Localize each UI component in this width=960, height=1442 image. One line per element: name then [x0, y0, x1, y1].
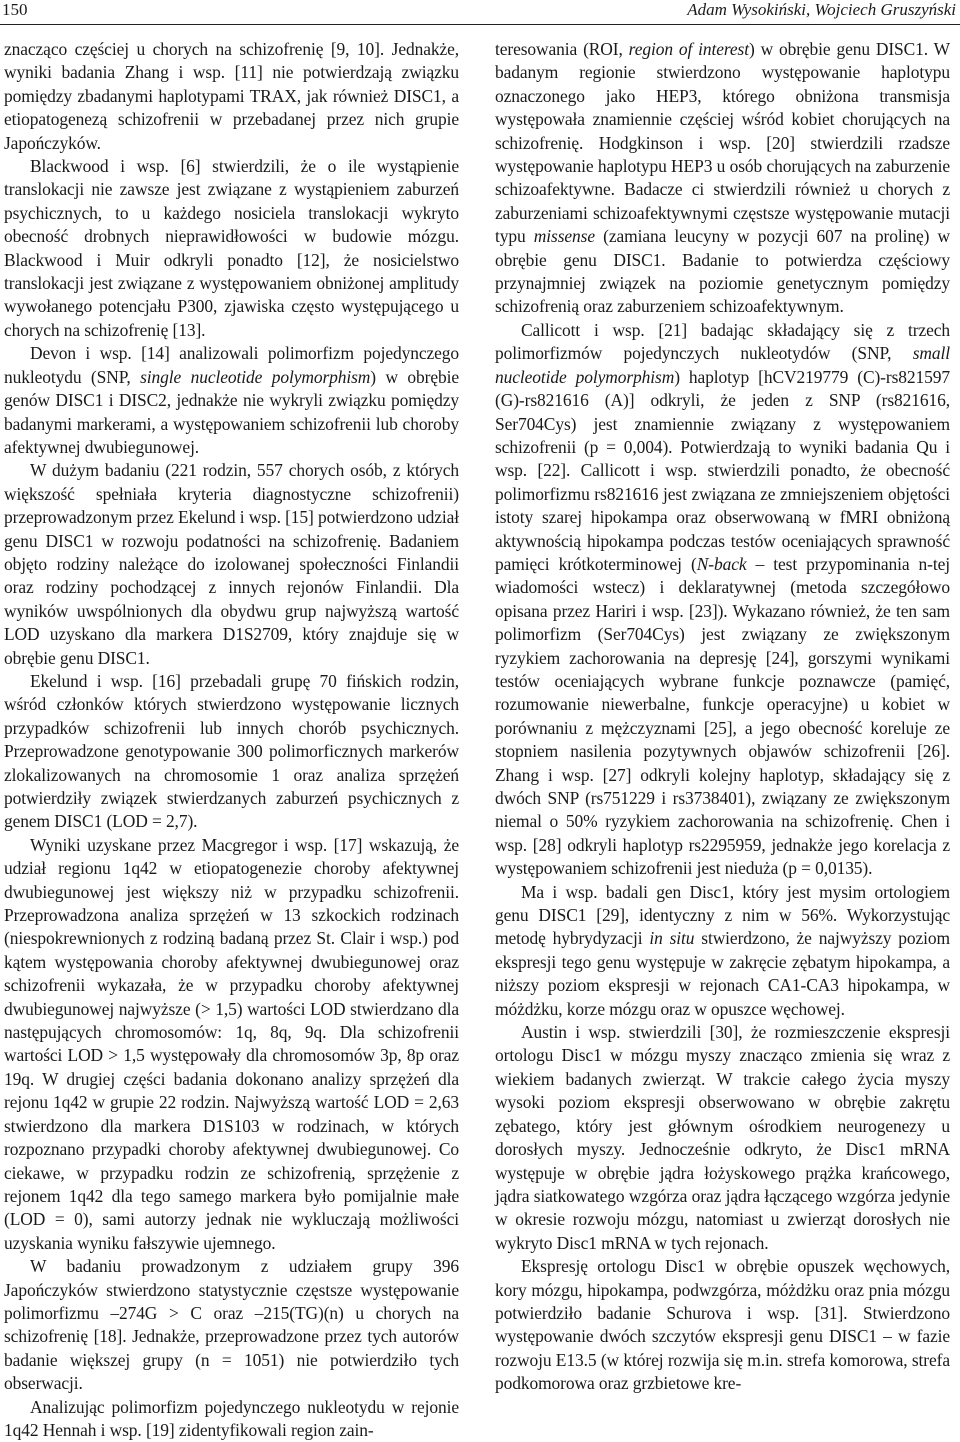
text-run: ) haplotyp [hCV219779 (C)-rs821597 (G)-rs821616 (A)] odkryli, że jeden z SNP (rs821616, Ser704Cys) jest znamiennie związany z występowaniem schizofrenii (p = 0,004). Potwierdzają to wyniki badania Qu i wsp. [22]. Callicott i wsp. stwierdzili ponadto, że obecność polimorfizmu rs821616 jest związana ze zmniejszeniem objętości istoty szarej hipokampa oraz obserwowaną w fMRI obniżoną aktywnością hipokampa podczas testów oceniających sprawność pamięci krótkoterminowej ( [495, 366, 950, 574]
running-head-authors: Adam Wysokiński, Wojciech Gruszyński [687, 0, 956, 19]
paragraph [495, 38, 950, 319]
text-run: teresowania (ROI, [495, 39, 629, 59]
text-run: stwierdzono, że najwyższy poziom ekspresji tego genu występuje w zakręcie zębatym hipokampa, a niższy poziom ekspresji w rejonach CA1-CA3 hipokampa, w móżdżku, korze mózgu oraz w opuszce węchowej. [495, 928, 950, 1019]
text-run: ) w obrębie genów DISC1 i DISC2, jednakże nie wykryli związku pomiędzy badanymi markerami, a występowaniem schizofrenii lub choroby afektywnej dwubiegunowej. [4, 366, 460, 457]
right-column [495, 38, 950, 1396]
paragraph [495, 1021, 950, 1255]
paragraph [4, 342, 459, 459]
paragraph [4, 670, 459, 834]
paragraph [495, 881, 950, 1021]
page-number: 150 [2, 0, 28, 19]
left-column [4, 38, 459, 1442]
paragraph [4, 155, 459, 342]
page-header [0, 0, 960, 25]
text-run: Blackwood i wsp. [6] stwierdzili, że o ile wystąpienie translokacji nie zawsze jest związane z wystąpieniem zaburzeń psychicznych, to u każdego nosiciela translokacji wykryto obecność drobnych nieprawidłowości w budowie mózgu. Blackwood i Muir odkryli ponadto [12], że nosicielstwo translokacji jest związane z występowaniem obniżonej amplitudy wywołanego potencjału P300, zjawiska często występującego u chorych na schizofrenię [13]. [4, 156, 459, 340]
paragraph [495, 319, 950, 881]
text-run: Devon i wsp. [14] analizowali polimorfizm pojedynczego nukleotydu (SNP, [4, 343, 459, 387]
paragraph [4, 459, 459, 670]
text-run: Ekelund i wsp. [16] przebadali grupę 70 fińskich rodzin, wśród członków których stwierdzono występowanie licznych przypadków schizofrenii lub innych chorób psychicznych. Przeprowadzone genotypowanie 300 polimorficznych markerów zlokalizowanych na chromosomie 1 oraz analiza sprzężeń potwierdziły związek stwierdzanych zaburzeń psychicznych z genem DISC1 (LOD = 2,7). [4, 670, 459, 832]
text-run: (zamiana leucyny w pozycji 607 na prolinę) w obrębie genu DISC1. Badanie to potwierdza częściowy przynajmniej związek na poziomie genetycznym pomiędzy schizofrenią oraz zaburzeniem schizoafektywnym. [495, 226, 950, 317]
text-run: – test przypominania n-tej wiadomości wstecz) i deklaratywnej (metoda szczegółowo opisana przez Hariri i wsp. [23]). Wykazano również, że ten sam polimorfizm (Ser704Cys) jest związany ze zwiększonym ryzykiem zachorowania na depresję [24], gorszymi wynikami testów oceniających wybrane funkcje poznawcze (pamięć, rozumowanie niewerbalne, funkcje operacyjne) u kobiet w porównaniu z mężczyznami [25], a jego obecność koreluje ze stopniem nasilenia pozytywnych objawów schizofrenii [26]. Zhang i wsp. [27] odkryli kolejny haplotyp, składający się z dwóch SNP (rs751229 i rs3738401), związany ze zwiększonym niemal o 50% ryzykiem zachorowania na schizofrenię. Chen i wsp. [28] odkryli haplotyp rs2295959, jednakże jego korelacja z występowaniem schizofrenii jest nieduża (p = 0,0135). [495, 553, 951, 879]
text-run: W dużym badaniu (221 rodzin, 557 chorych osób, z których większość spełniała kryteria diagnostyczne schizofrenii) przeprowadzonym przez Ekelund i wsp. [15] potwierdzono udział genu DISC1 w rozwoju podatności na schizofrenię. Badaniem objęto rodziny należące do izolowanej społeczności Finlandii oraz rodziny pochodzącej z innych rejonów Finlandii. Dla wyników uwspólnionych dla obydwu grup najwyższą wartość LOD uzyskano dla markera D1S2709, który znajduje się w obrębie genu DISC1. [4, 460, 459, 668]
italic-term: missense [533, 226, 595, 247]
text-run: Ma i wsp. badali gen Disc1, który jest mysim ortologiem genu DISC1 [29], identyczny z nim w 56%. Wykorzystując metodę hybrydyzacji [495, 881, 950, 949]
paragraph [4, 38, 459, 155]
paragraph [4, 834, 459, 1255]
text-run: znacząco częściej u chorych na schizofrenię [9, 10]. Jednakże, wyniki badania Zhang i wsp. [11] nie potwierdzają związku pomiędzy zbadanymi haplotypami TRAX, jak również DISC1, a etiopatogenezą schizofrenii w przebadanej przez nich grupie Japończyków. [4, 39, 459, 153]
text-run: Austin i wsp. stwierdzili [30], że rozmieszczenie ekspresji ortologu Disc1 w mózgu myszy znacząco zmienia się wraz z wiekiem badanych zwierząt. W trakcie całego życia myszy wysoki poziom ekspresji obserwowano w obrębie zakrętu zębatego, który jest głównym ośrodkiem neurogenezy u dorosłych myszy. Jednocześnie odkryto, że Disc1 mRNA występuje w obrębie jądra łożyskowego prążka krańcowego, jądra siatkowatego wzgórza oraz jądra łączącego wzgórza jedynie w okresie rozwoju mózgu, natomiast u zwierząt dorosłych nie wykryto Disc1 mRNA w tych rejonach. [495, 1022, 950, 1253]
paragraph [4, 1255, 459, 1395]
text-run: Callicott i wsp. [21] badając składający się z trzech polimorfizmów pojedynczych nukleotydów (SNP, [495, 319, 950, 364]
italic-term: in situ [649, 928, 695, 949]
italic-term: single nucleotide polymorphism [140, 366, 371, 387]
italic-term: small nucleotide polymorphism [495, 343, 950, 387]
text-run: Analizując polimorfizm pojedynczego nukleotydu w rejonie 1q42 Hennah i wsp. [19] zidentyfikowali region zain- [4, 1396, 459, 1440]
text-run: W badaniu prowadzonym z udziałem grupy 396 Japończyków stwierdzono statystycznie częstsze występowanie polimorfizmu –274G > C oraz –215(TG)(n) u chorych na schizofrenię [18]. Jednakże, przeprowadzone przez tych autorów badanie większej grupy (n = 1051) nie potwierdziło tych obserwacji. [4, 1256, 459, 1394]
italic-term: N-back [696, 553, 747, 574]
paragraph [495, 1255, 950, 1395]
text-run: Wyniki uzyskane przez Macgregor i wsp. [17] wskazują, że udział regionu 1q42 w etiopatogenezie choroby afektywnej dwubiegunowej jest większy niż w przypadku schizofrenii. Przeprowadzona analiza sprzężeń w 13 szkockich rodzinach (niespokrewnionych z rodziną badaną przez St. Clair i wsp.) pod kątem występowania choroby afektywnej dwubiegunowej oraz schizofrenii wykazała, że w przypadku choroby afektywnej dwubiegunowej najwyższe (> 1,5) wartości LOD stwierdzano dla następujących chromosomów: 1q, 8q, 9q. Dla schizofrenii wartości LOD > 1,5 występowały dla chromosomów 3p, 8p oraz 19q. W drugiej części badania dokonano analizy sprzężeń dla rejonu 1q42 w grupie 22 rodzin. Najwyższą wartość LOD = 2,63 stwierdzono dla markera D1S103 w rodzinach, w których rozpoznano przypadki choroby afektywnej dwubiegunowej. Co ciekawe, w przypadku rodzin ze schizofrenią, sprzężenie z rejonem 1q42 dla tego samego markera było pomijalnie małe (LOD = 0), sami autorzy jednak nie wykluczają możliwości uzyskania wyniku fałszywie ujemnego. [4, 834, 459, 1253]
italic-term: region of interest [628, 39, 749, 59]
text-run: ) w obrębie genu DISC1. W badanym regionie stwierdzono występowanie haplotypu oznaczonego jako HEP3, którego obniżona transmisja występowała znamiennie częściej wśród kobiet chorujących na schizofrenię. Hodgkinson i wsp. [20] stwierdzili rzadsze występowanie haplotypu HEP3 u osób chorujących na zaburzenie schizoafektywne. Badacze ci stwierdzili również u chorych z zaburzeniami schizoafektywnymi częstsze występowanie mutacji typu [495, 39, 950, 247]
paragraph [4, 1396, 459, 1442]
text-run: Ekspresję ortologu Disc1 w obrębie opuszek węchowych, kory mózgu, hipokampa, podwzgórza, móżdżku oraz pnia mózgu potwierdziło badanie Schurova i wsp. [31]. Stwierdzono występowanie dwóch szczytów ekspresji genu DISC1 – w fazie rozwoju E13.5 (w której rozwija się m.in. strefa komorowa, strefa podkomorowa oraz grzbietowe kre- [495, 1256, 950, 1394]
